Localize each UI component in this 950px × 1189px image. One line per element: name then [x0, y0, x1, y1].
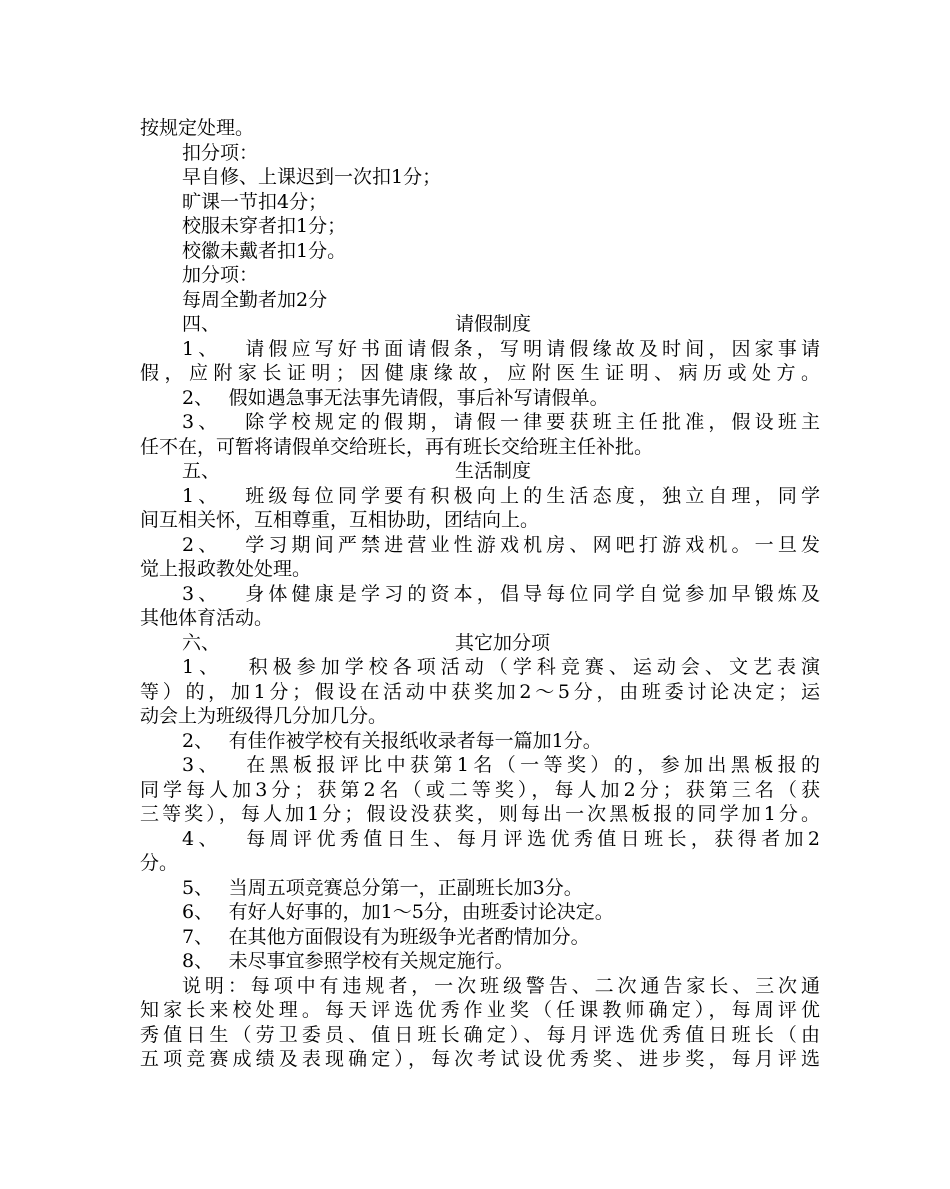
- text-line: 加分项：: [182, 264, 259, 286]
- text-line: 1、 班级每位同学要有积极向上的生活态度，独立自理，同学: [182, 484, 820, 507]
- text-line: 等）的，加1分；假设在活动中获奖加2～5分，由班委讨论决定；运: [140, 680, 820, 703]
- text-line: 扣分项：: [182, 141, 259, 164]
- text-line: 6、 有好人好事的，加1～5分，由班委讨论决定。: [182, 901, 614, 923]
- text-line: 2、 假如遇急事无法事先请假，事后补写请假单。: [182, 386, 609, 409]
- text-line: 间互相关怀，互相尊重，互相协助，团结向上。: [140, 509, 540, 531]
- text-line: 1、 请假应写好书面请假条，写明请假缘故及时间，因家事请: [182, 337, 820, 360]
- text-line: 五项竞赛成绩及表现确定），每次考试设优秀奖、进步奖，每月评选: [140, 1048, 820, 1070]
- text-line: 觉上报政教处处理。: [140, 558, 312, 580]
- text-line: 校徽未戴者扣1分。: [182, 239, 347, 262]
- text-line: 三等奖），每人加1分；假设没获奖，则每出一次黑板报的同学加1分。: [140, 803, 820, 825]
- text-line: 4、 每周评优秀值日生、每月评选优秀值日班长，获得者加2: [182, 827, 820, 850]
- text-line: 3、 在黑板报评比中获第1名（一等奖）的，参加出黑板报的: [182, 754, 820, 776]
- text-line: 分。: [140, 852, 179, 874]
- section-heading: [140, 459, 820, 484]
- text-line: 同学每人加3分；获第2名（或二等奖），每人加2分；获第三名（获: [140, 778, 820, 801]
- section-title: 生活制度: [455, 460, 532, 482]
- text-line: 旷课一节扣4分；: [182, 190, 328, 213]
- text-line: 其他体育活动。: [140, 607, 274, 629]
- section-title: 其它加分项: [455, 631, 551, 654]
- section-heading: [140, 312, 820, 337]
- document-body: [140, 116, 820, 1072]
- text-line: 假，应附家长证明；因健康缘故，应附医生证明、病历或处方。: [140, 362, 820, 384]
- section-title: 请假制度: [455, 313, 532, 335]
- section-heading: [140, 631, 820, 656]
- text-line: 校服未穿者扣1分；: [182, 215, 347, 237]
- text-line: 动会上为班级得几分加几分。: [140, 705, 388, 727]
- text-line: 3、 身体健康是学习的资本，倡导每位同学自觉参加早锻炼及: [182, 582, 820, 605]
- section-number: 四、: [182, 313, 221, 335]
- text-line: 1、 积极参加学校各项活动（学科竞赛、运动会、文艺表演: [182, 656, 820, 678]
- text-line: 早自修、上课迟到一次扣1分；: [182, 166, 442, 188]
- text-line: 每周全勤者加2分: [182, 288, 328, 311]
- text-line: 说明：每项中有违规者，一次班级警告、二次通告家长、三次通: [182, 974, 820, 997]
- text-line: 按规定处理。: [140, 117, 255, 139]
- text-line: 2、 学习期间严禁进营业性游戏机房、网吧打游戏机。一旦发: [182, 533, 820, 556]
- text-line: 7、 在其他方面假设有为班级争光者酌情加分。: [182, 925, 590, 948]
- text-line: 2、 有佳作被学校有关报纸收录者每一篇加1分。: [182, 729, 602, 752]
- text-line: 知家长来校处理。每天评选优秀作业奖（任课教师确定），每周评优: [140, 999, 820, 1021]
- section-number: 六、: [182, 631, 221, 654]
- text-line: 5、 当周五项竞赛总分第一，正副班长加3分。: [182, 876, 583, 899]
- text-line: 3、 除学校规定的假期，请假一律要获班主任批准，假设班主: [182, 411, 820, 433]
- section-number: 五、: [182, 460, 221, 482]
- text-line: 任不在，可暂将请假单交给班长，再有班长交给班主任补批。: [140, 435, 654, 458]
- text-line: 秀值日生（劳卫委员、值日班长确定）、每月评选优秀值日班长（由: [140, 1023, 820, 1046]
- text-line: 8、 未尽事宜参照学校有关规定施行。: [182, 950, 514, 972]
